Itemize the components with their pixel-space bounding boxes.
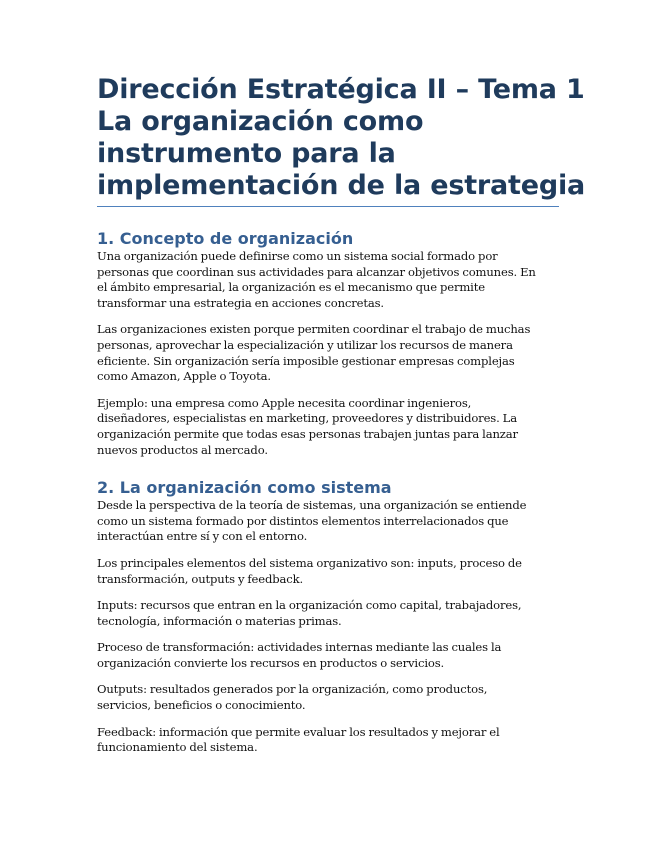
text-line: organización convierte los recursos en productos o servicios. — [97, 655, 445, 670]
text-line: Las organizaciones existen porque permiten coordinar el trabajo de muchas — [97, 322, 531, 337]
text-line: como Amazon, Apple o Toyota. — [97, 369, 271, 384]
paragraph — [97, 682, 559, 713]
text-line: Los principales elementos del sistema organizativo son: inputs, proceso de — [97, 555, 522, 570]
text-line: tecnología, información o materias primas. — [97, 613, 342, 628]
text-line: como un sistema formado por distintos elementos interrelacionados que — [97, 513, 509, 528]
paragraph — [97, 249, 559, 311]
text-line: servicios, beneficios o conocimiento. — [97, 698, 306, 713]
text-line: diseñadores, especialistas en marketing, proveedores y distribuidores. La — [97, 411, 517, 426]
title-line: implementación de la estrategia — [97, 170, 586, 201]
paragraph — [97, 556, 559, 587]
text-line: nuevos productos al mercado. — [97, 442, 268, 457]
text-line: personas que coordinan sus actividades para alcanzar objetivos comunes. En — [97, 264, 536, 279]
text-line: Desde la perspectiva de la teoría de sistemas, una organización se entiende — [97, 498, 527, 513]
section-concepto-de-organizacion — [97, 229, 559, 458]
text-line: Una organización puede definirse como un sistema social formado por — [97, 249, 498, 263]
text-line: interactúan entre sí y con el entorno. — [97, 529, 308, 544]
text-line: personas, aprovechar la especialización y utilizar los recursos de manera — [97, 337, 513, 352]
paragraph — [97, 598, 559, 629]
paragraph — [97, 396, 559, 458]
text-line: el ámbito empresarial, la organización es el mecanismo que permite — [97, 280, 485, 295]
paragraph — [97, 640, 559, 671]
title-line: La organización como — [97, 106, 424, 137]
document-title — [97, 74, 586, 207]
title-line: instrumento para la — [97, 138, 396, 169]
text-line: eficiente. Sin organización sería imposible gestionar empresas complejas — [97, 353, 515, 368]
text-line: Outputs: resultados generados por la organización, como productos, — [97, 682, 488, 697]
paragraph — [97, 498, 559, 545]
text-line: Ejemplo: una empresa como Apple necesita coordinar ingenieros, — [97, 395, 472, 410]
paragraph — [97, 322, 559, 384]
title-line: Dirección Estratégica II – Tema 1 — [97, 74, 585, 105]
section-organizacion-como-sistema — [97, 478, 559, 756]
paragraph — [97, 725, 559, 756]
text-line: transformación, outputs y feedback. — [97, 571, 304, 586]
text-line: organización permite que todas esas personas trabajen juntas para lanzar — [97, 426, 518, 441]
section-heading: 1. Concepto de organización — [97, 229, 354, 248]
text-line: Proceso de transformación: actividades internas mediante las cuales la — [97, 640, 502, 655]
text-line: Feedback: información que permite evaluar los resultados y mejorar el — [97, 724, 500, 739]
text-line: funcionamiento del sistema. — [97, 740, 258, 755]
text-line: Inputs: recursos que entran en la organización como capital, trabajadores, — [97, 598, 522, 613]
text-line: transformar una estrategia en acciones concretas. — [97, 295, 384, 310]
document-page — [97, 74, 586, 767]
section-heading: 2. La organización como sistema — [97, 478, 392, 498]
